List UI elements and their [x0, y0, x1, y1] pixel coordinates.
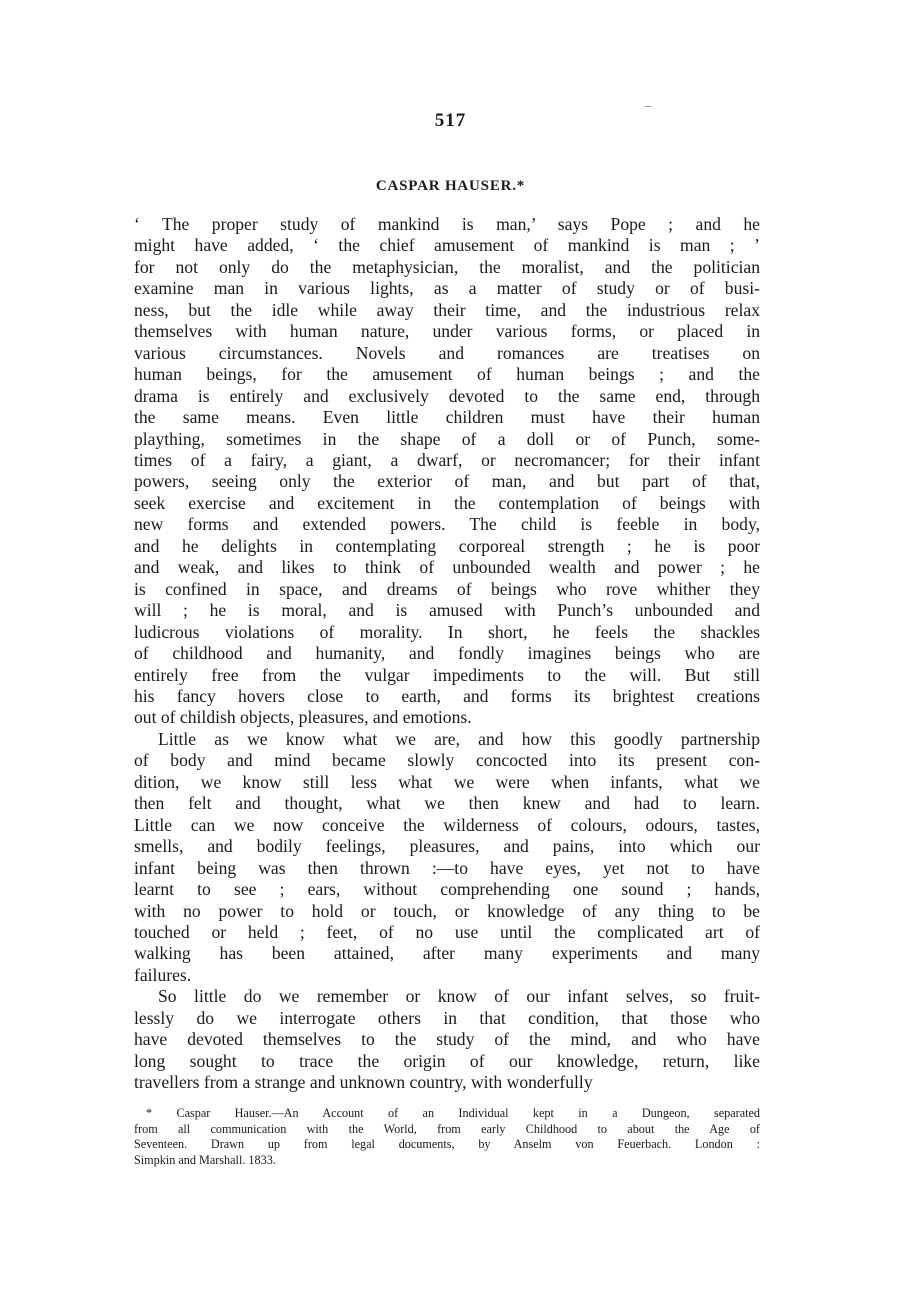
text-line: of body and mind became slowly concocted into its present con-	[134, 750, 760, 771]
text-line: will ; he is moral, and is amused with Punch’s unbounded and	[134, 600, 760, 621]
text-line: infant being was then thrown :—to have eyes, yet not to have	[134, 857, 760, 878]
text-line: powers, seeing only the exterior of man, and but part of that,	[134, 471, 760, 492]
text-line: times of a fairy, a giant, a dwarf, or necromancer; for their infant	[134, 449, 760, 470]
text-line: ludicrous violations of morality. In short, he feels the shackles	[134, 621, 760, 642]
text-line: ness, but the idle while away their time, and the industrious relax	[134, 299, 760, 320]
text-line: travellers from a strange and unknown country, with wonderfully	[134, 1072, 593, 1093]
text-line: of childhood and humanity, and fondly imagines beings who are	[134, 643, 760, 664]
text-line: and he delights in contemplating corporeal strength ; he is poor	[134, 535, 760, 556]
footnote-line: from all communication with the World, from early Childhood to about the Age of	[134, 1121, 760, 1136]
text-line: dition, we know still less what we were when infants, what we	[134, 771, 760, 792]
text-line: human beings, for the amusement of human beings ; and the	[134, 364, 760, 385]
footnote-line: Simpkin and Marshall. 1833.	[134, 1152, 276, 1167]
text-line: learnt to see ; ears, without comprehending one sound ; hands,	[134, 879, 760, 900]
text-line: drama is entirely and exclusively devoted to the same end, through	[134, 385, 760, 406]
paragraph-1	[134, 214, 760, 729]
text-line: seek exercise and excitement in the contemplation of beings with	[134, 492, 760, 513]
text-line: walking has been attained, after many experiments and many	[134, 943, 760, 964]
text-line: long sought to trace the origin of our knowledge, return, like	[134, 1050, 760, 1071]
text-line: out of childish objects, pleasures, and emotions.	[134, 707, 472, 728]
text-line: themselves with human nature, under various forms, or placed in	[134, 321, 760, 342]
text-line: So little do we remember or know of our infant selves, so fruit-	[158, 986, 760, 1007]
paragraph-3	[134, 986, 760, 1093]
footnote	[134, 1106, 760, 1168]
footnote-line: Seventeen. Drawn up from legal documents, by Anselm von Feuerbach. London :	[134, 1137, 760, 1152]
text-line: for not only do the metaphysician, the moralist, and the politician	[134, 256, 760, 277]
text-line: new forms and extended powers. The child is feeble in body,	[134, 514, 760, 535]
text-line: with no power to hold or touch, or knowledge of any thing to be	[134, 900, 760, 921]
article-title: CASPAR HAUSER.*	[375, 178, 526, 194]
text-line: lessly do we interrogate others in that condition, that those who	[134, 1007, 760, 1028]
text-line: ‘ The proper study of mankind is man,’ says Pope ; and he	[134, 214, 760, 234]
printer-mark	[645, 106, 651, 107]
paragraph-2	[134, 729, 760, 986]
text-line: the same means. Even little children must have their human	[134, 407, 760, 428]
text-line: entirely free from the vulgar impediments to the will. But still	[134, 664, 760, 685]
text-line: his fancy hovers close to earth, and forms its brightest creations	[134, 685, 760, 706]
footnote-line: * Caspar Hauser.—An Account of an Individual kept in a Dungeon, separated	[146, 1106, 760, 1120]
text-line: various circumstances. Novels and romances are treatises on	[134, 342, 760, 363]
text-line: Little as we know what we are, and how this goodly partnership	[158, 728, 760, 749]
text-line: touched or held ; feet, of no use until the complicated art of	[134, 921, 760, 942]
text-line: is confined in space, and dreams of beings who rove whither they	[134, 578, 760, 599]
text-line: might have added, ‘ the chief amusement of mankind is man ; ’	[134, 235, 760, 256]
text-line: have devoted themselves to the study of the mind, and who have	[134, 1029, 760, 1050]
text-line: Little can we now conceive the wilderness of colours, odours, tastes,	[134, 814, 760, 835]
article-body	[134, 214, 760, 1094]
text-line: failures.	[134, 964, 192, 985]
text-line: and weak, and likes to think of unbounded wealth and power ; he	[134, 557, 760, 578]
text-line: examine man in various lights, as a matter of study or of busi-	[134, 278, 760, 299]
text-line: smells, and bodily feelings, pleasures, and pains, into which our	[134, 836, 760, 857]
text-line: plaything, sometimes in the shape of a doll or of Punch, some-	[134, 428, 760, 449]
page-number: 517	[434, 110, 467, 131]
text-line: then felt and thought, what we then knew and had to learn.	[134, 793, 760, 814]
